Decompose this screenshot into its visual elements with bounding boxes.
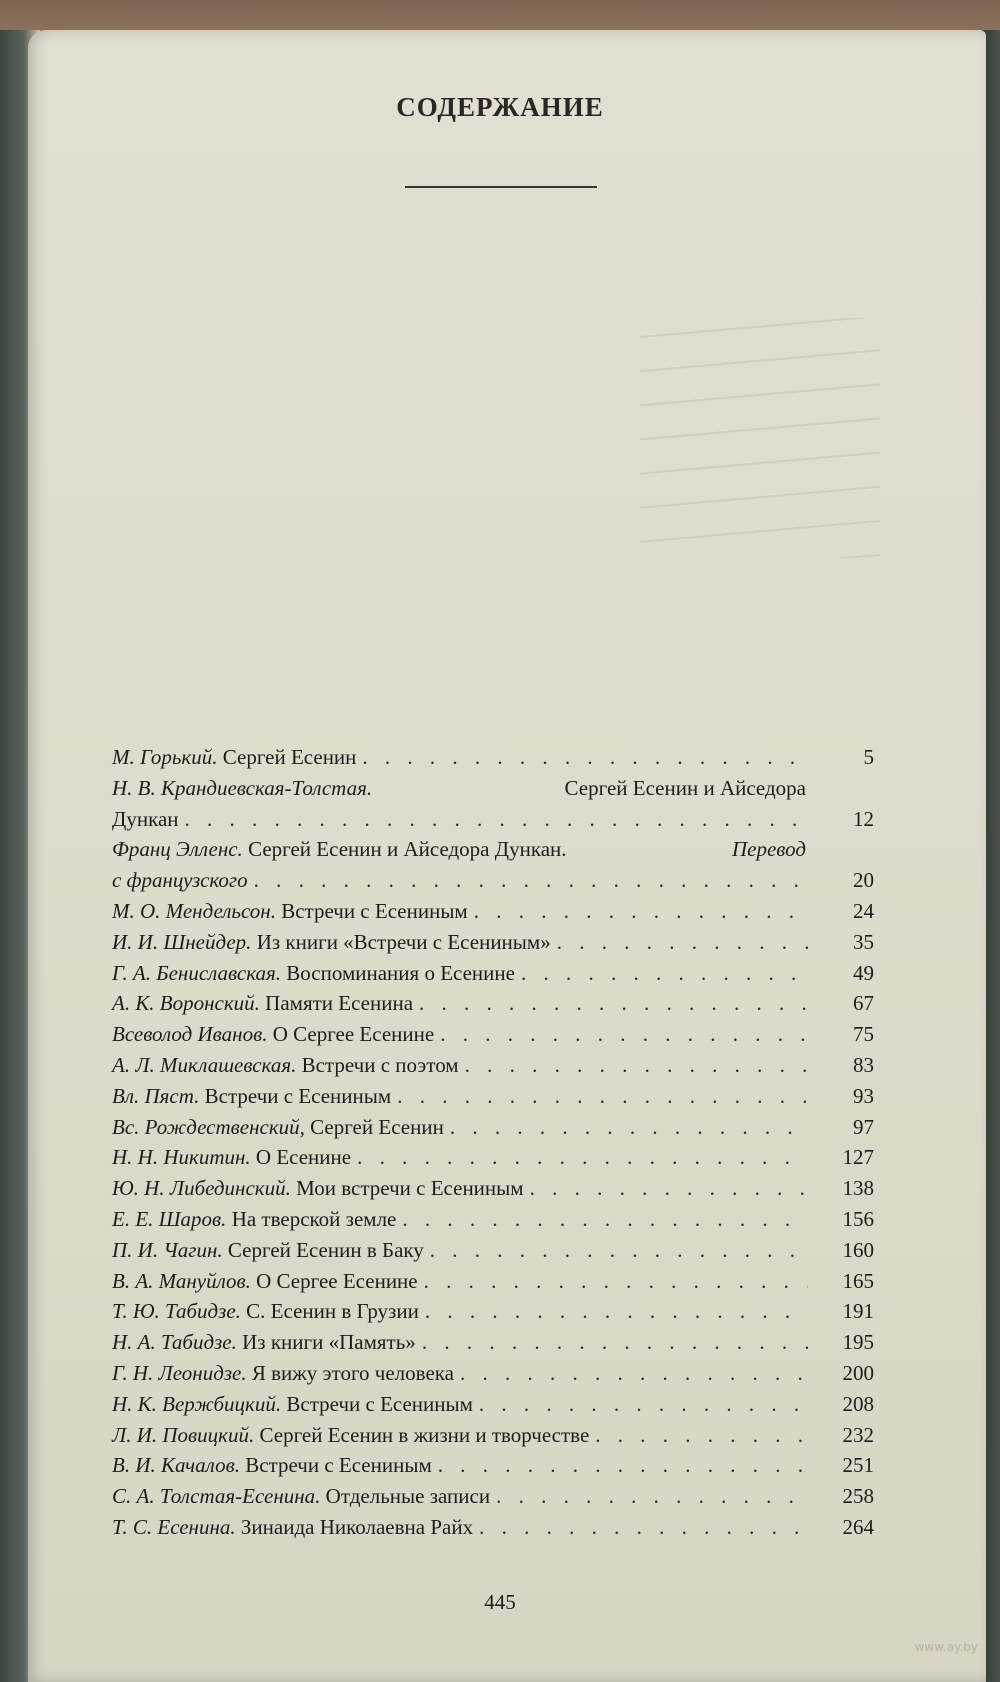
entry-title: Мои встречи с Есениным [296, 1176, 524, 1201]
entry-author: Ю. Н. Либединский. [112, 1176, 291, 1201]
leader-dots [460, 1358, 808, 1389]
entry-page: 251 [842, 1453, 874, 1478]
entry-title: Встречи с Есениным [245, 1453, 432, 1478]
entry-title: Из книги «Память» [242, 1330, 416, 1355]
entry-title-cont: Дункан [112, 806, 179, 831]
entry-author: Т. С. Есенина. [112, 1514, 236, 1539]
entry-author: В. И. Качалов. [112, 1453, 240, 1478]
entry-author: Вс. Рождественский, [112, 1114, 305, 1139]
entry-page: 97 [853, 1114, 874, 1139]
leader-dots [362, 742, 808, 773]
entry-author: Т. Ю. Табидзе. [112, 1299, 241, 1324]
leader-dots [357, 1142, 808, 1173]
entry-title: Сергей Есенин и Айседора Дункан. [248, 837, 567, 862]
entry-title: Я вижу этого человека [251, 1360, 454, 1385]
leader-dots [397, 1081, 808, 1112]
entry-author: Н. В. Крандиевская-Толстая. [112, 775, 373, 800]
leader-dots [185, 804, 808, 835]
entry-author: Е. Е. Шаров. [112, 1206, 227, 1231]
toc-entry [112, 1173, 874, 1204]
entry-page: 83 [853, 1052, 874, 1077]
entry-title: Зинаида Николаевна Райх [240, 1514, 474, 1539]
leader-dots [474, 896, 808, 927]
page-number: 445 [484, 1590, 516, 1614]
toc-entry [112, 1142, 874, 1173]
entry-author: Н. А. Табидзе. [112, 1330, 237, 1355]
leader-dots [530, 1173, 808, 1204]
entry-title: Сергей Есенин в жизни и творчестве [259, 1422, 590, 1447]
toc-entry [112, 896, 874, 927]
entry-page: 20 [853, 868, 874, 893]
toc-entry [112, 958, 874, 989]
leader-dots [595, 1420, 808, 1451]
entry-title: Встречи с поэтом [301, 1052, 459, 1077]
entry-title: Сергей Есенин [310, 1114, 444, 1139]
leader-dots [496, 1481, 808, 1512]
leader-dots [424, 1266, 808, 1297]
leader-dots [557, 927, 808, 958]
toc-entry [112, 1112, 874, 1143]
page-title: СОДЕРЖАНИЕ [396, 92, 604, 122]
entry-title: Сергей Есенин и Айседора [564, 775, 806, 800]
entry-page: 49 [853, 960, 874, 985]
entry-author: Л. И. Повицкий. [112, 1422, 255, 1447]
title-underline [405, 186, 597, 188]
toc-entry [112, 1296, 874, 1327]
entry-title: Отдельные записи [325, 1484, 491, 1509]
toc-entry [112, 1512, 874, 1543]
toc-entry [112, 1450, 874, 1481]
table-of-contents [112, 742, 874, 1543]
entry-author: М. О. Мендельсон. [112, 898, 276, 923]
entry-author: А. К. Воронский. [112, 991, 260, 1016]
watermark: www.ay.by [914, 1640, 978, 1654]
entry-page: 232 [842, 1422, 874, 1447]
toc-entry [112, 1235, 874, 1266]
leader-dots [479, 1512, 808, 1543]
entry-page: 156 [842, 1206, 874, 1231]
entry-author: М. Горький. [112, 745, 218, 769]
entry-title: С. Есенин в Грузии [246, 1299, 419, 1324]
toc-entry [112, 834, 874, 896]
leader-dots [450, 1112, 808, 1143]
toc-entry [112, 773, 874, 835]
leader-dots [254, 865, 808, 896]
entry-author: Г. Н. Леонидзе. [112, 1360, 247, 1385]
toc-entry [112, 927, 874, 958]
toc-entry [112, 988, 874, 1019]
leader-dots [425, 1296, 808, 1327]
entry-author: Франц Элленс. [112, 837, 243, 862]
entry-page: 195 [842, 1330, 874, 1355]
toc-entry [112, 742, 874, 773]
entry-page: 191 [842, 1299, 874, 1324]
toc-entry [112, 1358, 874, 1389]
entry-page: 93 [853, 1083, 874, 1108]
entry-title: Сергей Есенин [222, 745, 357, 769]
entry-title: Встречи с Есениным [286, 1391, 473, 1416]
entry-title: Сергей Есенин в Баку [227, 1237, 424, 1262]
entry-page: 165 [842, 1268, 874, 1293]
toc-entry [112, 1266, 874, 1297]
leader-dots [419, 988, 808, 1019]
entry-title: Из книги «Встречи с Есениным» [256, 929, 551, 954]
entry-page: 138 [842, 1176, 874, 1201]
entry-author: Н. Н. Никитин. [112, 1145, 251, 1170]
entry-page: 35 [853, 929, 874, 954]
leader-dots [440, 1019, 808, 1050]
entry-note-cont: с французского [112, 868, 248, 893]
toc-entry [112, 1050, 874, 1081]
entry-page: 200 [842, 1360, 874, 1385]
entry-author: А. Л. Миклашевская. [112, 1052, 297, 1077]
entry-note: Перевод [732, 837, 806, 862]
leader-dots [438, 1450, 808, 1481]
entry-page: 67 [853, 991, 874, 1016]
entry-author: Г. А. Бениславская. [112, 960, 282, 985]
toc-entry [112, 1081, 874, 1112]
entry-title: О Сергее Есенине [256, 1268, 418, 1293]
entry-page: 5 [863, 745, 874, 769]
entry-page: 160 [842, 1237, 874, 1262]
toc-entry [112, 1389, 874, 1420]
entry-page: 24 [853, 898, 874, 923]
leader-dots [430, 1235, 808, 1266]
entry-page: 12 [853, 806, 874, 831]
entry-title: О Есенине [255, 1145, 352, 1170]
toc-entry [112, 1481, 874, 1512]
entry-author: И. И. Шнейдер. [112, 929, 252, 954]
leader-dots [479, 1389, 808, 1420]
toc-entry [112, 1019, 874, 1050]
toc-entry [112, 1327, 874, 1358]
entry-page: 264 [842, 1514, 874, 1539]
entry-author: П. И. Чагин. [112, 1237, 223, 1262]
toc-entry [112, 1204, 874, 1235]
entry-page: 127 [842, 1145, 874, 1170]
leader-dots [402, 1204, 808, 1235]
entry-title: На тверской земле [231, 1206, 397, 1231]
toc-entry [112, 1420, 874, 1451]
entry-title: Памяти Есенина [265, 991, 414, 1016]
bleed-through-text [640, 318, 880, 558]
entry-title: Воспоминания о Есенине [286, 960, 515, 985]
entry-page: 208 [842, 1391, 874, 1416]
entry-title: О Сергее Есенине [272, 1022, 435, 1047]
entry-page: 258 [842, 1484, 874, 1509]
leader-dots [465, 1050, 808, 1081]
entry-author: В. А. Мануйлов. [112, 1268, 251, 1293]
entry-title: Встречи с Есениным [204, 1083, 392, 1108]
entry-author: Всеволод Иванов. [112, 1022, 268, 1047]
leader-dots [521, 958, 808, 989]
entry-author: С. А. Толстая-Есенина. [112, 1484, 321, 1509]
entry-author: Вл. Пяст. [112, 1083, 200, 1108]
leader-dots [422, 1327, 808, 1358]
entry-title: Встречи с Есениным [281, 898, 468, 923]
entry-page: 75 [853, 1022, 874, 1047]
entry-author: Н. К. Вержбицкий. [112, 1391, 282, 1416]
